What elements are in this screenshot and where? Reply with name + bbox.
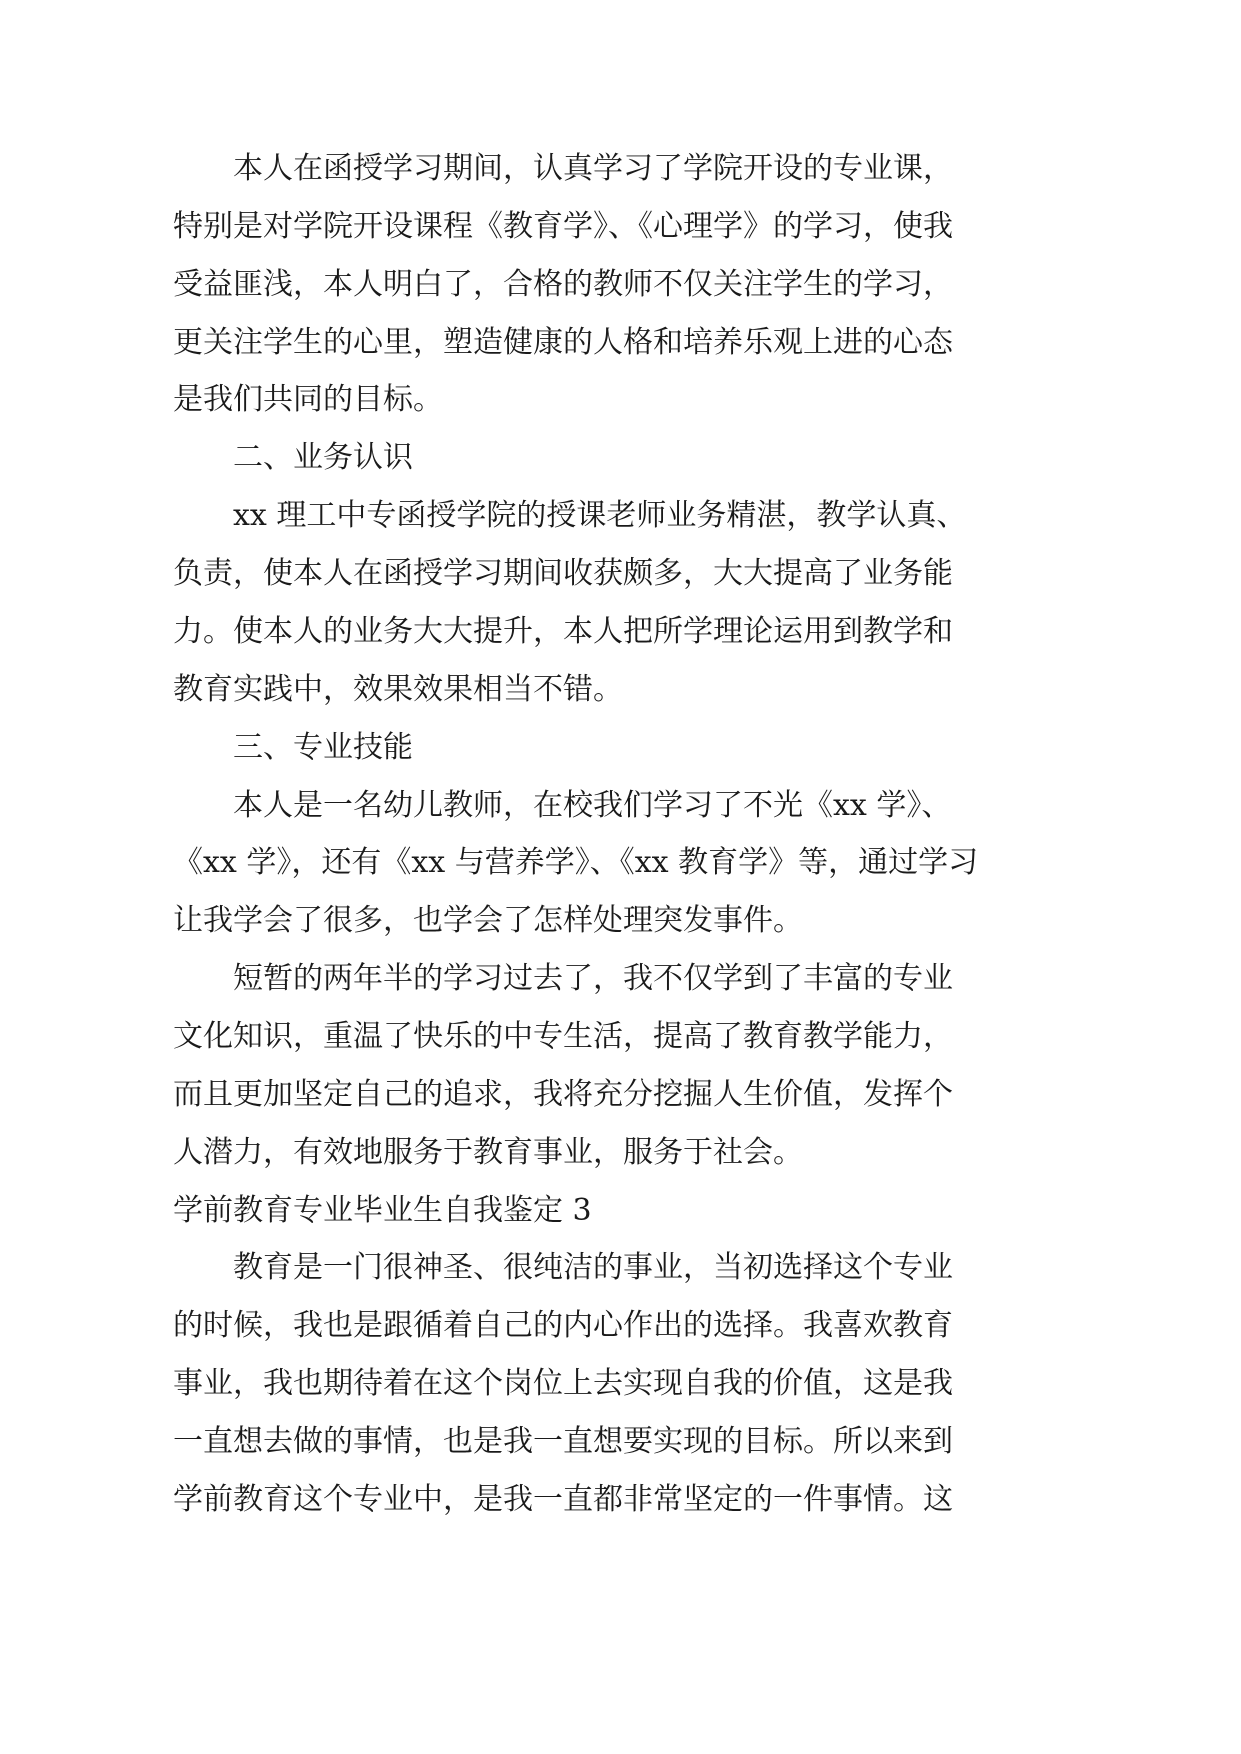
text-line: 人潜力，有效地服务于教育事业，服务于社会。	[173, 1135, 803, 1170]
document-title: 学前教育专业毕业生自我鉴定 3	[173, 1193, 592, 1228]
text-line: 一直想去做的事情，也是我一直想要实现的目标。所以来到	[173, 1424, 953, 1459]
text-line: 本人在函授学习期间，认真学习了学院开设的专业课，	[233, 151, 953, 186]
text-line: 本人是一名幼儿教师，在校我们学习了不光《xx 学》、	[233, 788, 952, 823]
section-heading: 三、专业技能	[233, 730, 413, 765]
text-line: 让我学会了很多，也学会了怎样处理突发事件。	[173, 903, 803, 938]
text-line: 事业，我也期待着在这个岗位上去实现自我的价值，这是我	[173, 1366, 953, 1401]
text-line: 文化知识，重温了快乐的中专生活，提高了教育教学能力，	[173, 1019, 953, 1054]
text-line: 《xx 学》，还有《xx 与营养学》、《xx 教育学》等，通过学习	[173, 845, 979, 880]
text-line: 负责，使本人在函授学习期间收获颇多，大大提高了业务能	[173, 556, 953, 591]
text-line: xx 理工中专函授学院的授课老师业务精湛，教学认真、	[233, 498, 967, 533]
text-line: 学前教育这个专业中，是我一直都非常坚定的一件事情。这	[173, 1482, 953, 1517]
text-line: 特别是对学院开设课程《教育学》、《心理学》的学习，使我	[173, 209, 953, 244]
text-line: 力。使本人的业务大大提升，本人把所学理论运用到教学和	[173, 614, 953, 649]
section-heading: 二、业务认识	[233, 440, 413, 475]
text-line: 教育是一门很神圣、很纯洁的事业，当初选择这个专业	[233, 1250, 953, 1285]
text-line: 受益匪浅，本人明白了，合格的教师不仅关注学生的学习，	[173, 267, 953, 302]
text-line: 而且更加坚定自己的追求，我将充分挖掘人生价值，发挥个	[173, 1077, 953, 1112]
text-line: 的时候，我也是跟循着自己的内心作出的选择。我喜欢教育	[173, 1308, 953, 1343]
text-line: 是我们共同的目标。	[173, 382, 443, 417]
text-line: 教育实践中，效果效果相当不错。	[173, 672, 623, 707]
text-line: 更关注学生的心里，塑造健康的人格和培养乐观上进的心态	[173, 325, 953, 360]
text-line: 短暂的两年半的学习过去了，我不仅学到了丰富的专业	[233, 961, 953, 996]
